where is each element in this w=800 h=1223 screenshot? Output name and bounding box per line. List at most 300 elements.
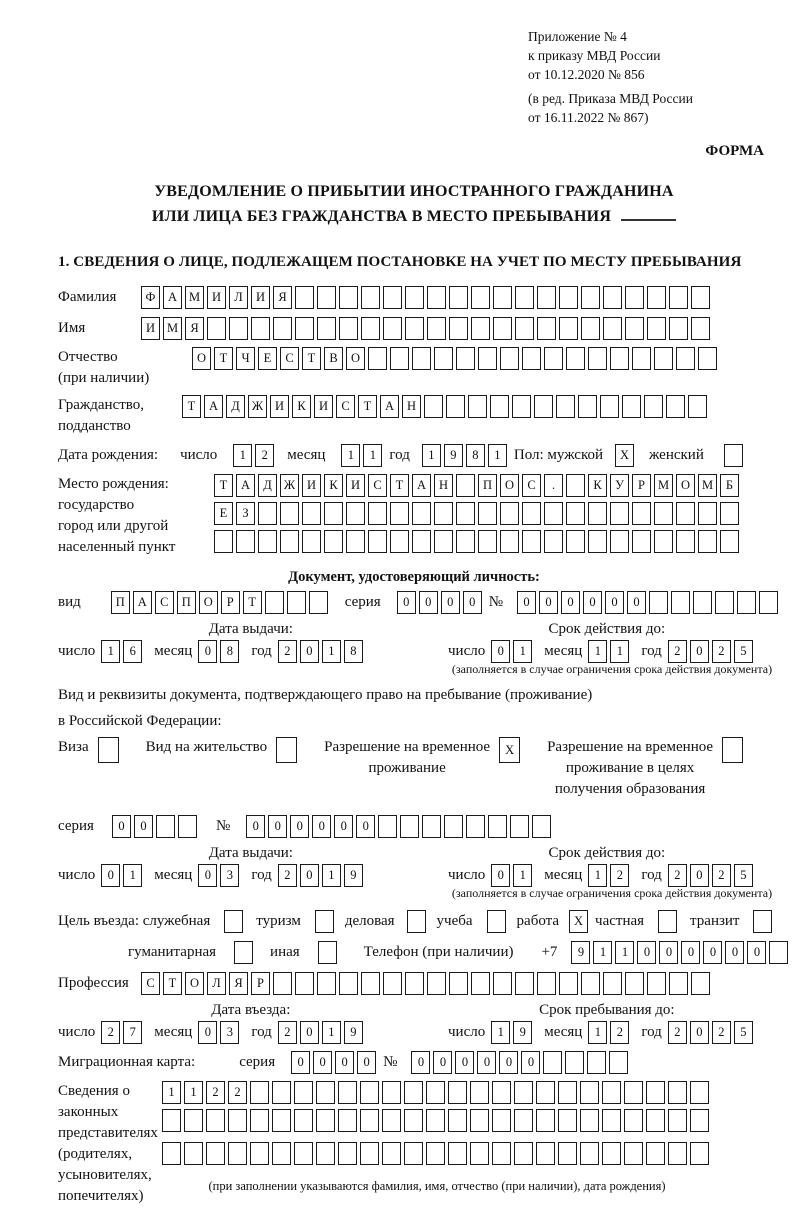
char-cell[interactable]: 1 bbox=[615, 941, 634, 964]
char-cell[interactable]: 0 bbox=[725, 941, 744, 964]
char-cell[interactable] bbox=[448, 1109, 467, 1132]
char-cell[interactable]: 1 bbox=[422, 444, 441, 467]
char-cell[interactable]: С bbox=[336, 395, 355, 418]
char-cell[interactable]: 1 bbox=[322, 640, 341, 663]
char-cell[interactable] bbox=[737, 591, 756, 614]
char-cell[interactable] bbox=[581, 317, 600, 340]
char-cell[interactable]: М bbox=[654, 474, 673, 497]
char-cell[interactable] bbox=[422, 815, 441, 838]
char-cell[interactable]: И bbox=[141, 317, 160, 340]
char-cell[interactable] bbox=[400, 815, 419, 838]
char-cell[interactable] bbox=[522, 502, 541, 525]
char-cell[interactable] bbox=[602, 1142, 621, 1165]
char-cell[interactable] bbox=[295, 972, 314, 995]
char-cell[interactable] bbox=[206, 1142, 225, 1165]
char-cell[interactable]: 0 bbox=[300, 1021, 319, 1044]
char-cell[interactable] bbox=[404, 1081, 423, 1104]
char-cell[interactable]: 0 bbox=[690, 864, 709, 887]
char-cell[interactable] bbox=[368, 347, 387, 370]
char-cell[interactable]: Я bbox=[273, 286, 292, 309]
char-cell[interactable] bbox=[691, 286, 710, 309]
char-cell[interactable] bbox=[346, 530, 365, 553]
char-cell[interactable] bbox=[229, 317, 248, 340]
char-cell[interactable] bbox=[690, 1142, 709, 1165]
char-cell[interactable] bbox=[644, 395, 663, 418]
char-cell[interactable] bbox=[558, 1109, 577, 1132]
char-cell[interactable] bbox=[317, 317, 336, 340]
char-cell[interactable] bbox=[632, 502, 651, 525]
char-cell[interactable]: А bbox=[412, 474, 431, 497]
char-cell[interactable] bbox=[600, 395, 619, 418]
char-cell[interactable] bbox=[426, 1109, 445, 1132]
char-cell[interactable] bbox=[556, 395, 575, 418]
char-cell[interactable] bbox=[602, 1109, 621, 1132]
char-cell[interactable] bbox=[316, 1081, 335, 1104]
char-cell[interactable] bbox=[566, 347, 585, 370]
char-cell[interactable]: 1 bbox=[593, 941, 612, 964]
char-cell[interactable] bbox=[412, 347, 431, 370]
char-cell[interactable]: 1 bbox=[610, 640, 629, 663]
char-cell[interactable] bbox=[646, 1081, 665, 1104]
char-cell[interactable] bbox=[317, 286, 336, 309]
char-cell[interactable]: 8 bbox=[344, 640, 363, 663]
char-cell[interactable] bbox=[318, 941, 337, 964]
char-cell[interactable]: 2 bbox=[610, 864, 629, 887]
char-cell[interactable]: Т bbox=[358, 395, 377, 418]
char-cell[interactable] bbox=[361, 317, 380, 340]
char-cell[interactable]: Т bbox=[390, 474, 409, 497]
char-cell[interactable] bbox=[581, 972, 600, 995]
char-cell[interactable] bbox=[294, 1109, 313, 1132]
char-cell[interactable]: И bbox=[314, 395, 333, 418]
char-cell[interactable] bbox=[250, 1109, 269, 1132]
char-cell[interactable] bbox=[676, 530, 695, 553]
char-cell[interactable] bbox=[515, 317, 534, 340]
char-cell[interactable] bbox=[280, 502, 299, 525]
char-cell[interactable] bbox=[647, 972, 666, 995]
char-cell[interactable] bbox=[228, 1109, 247, 1132]
char-cell[interactable] bbox=[448, 1142, 467, 1165]
char-cell[interactable] bbox=[250, 1142, 269, 1165]
char-cell[interactable] bbox=[609, 1051, 628, 1074]
char-cell[interactable]: 9 bbox=[344, 1021, 363, 1044]
char-cell[interactable]: 0 bbox=[397, 591, 416, 614]
char-cell[interactable] bbox=[537, 286, 556, 309]
char-cell[interactable]: Р bbox=[251, 972, 270, 995]
char-cell[interactable]: С bbox=[280, 347, 299, 370]
char-cell[interactable] bbox=[471, 317, 490, 340]
char-cell[interactable]: 5 bbox=[734, 1021, 753, 1044]
char-cell[interactable]: 0 bbox=[357, 1051, 376, 1074]
char-cell[interactable] bbox=[338, 1142, 357, 1165]
char-cell[interactable]: 0 bbox=[411, 1051, 430, 1074]
char-cell[interactable]: 0 bbox=[313, 1051, 332, 1074]
char-cell[interactable]: 2 bbox=[206, 1081, 225, 1104]
char-cell[interactable] bbox=[368, 502, 387, 525]
char-cell[interactable] bbox=[668, 1109, 687, 1132]
char-cell[interactable] bbox=[698, 502, 717, 525]
char-cell[interactable]: 2 bbox=[610, 1021, 629, 1044]
char-cell[interactable] bbox=[162, 1142, 181, 1165]
char-cell[interactable]: О bbox=[192, 347, 211, 370]
char-cell[interactable] bbox=[587, 1051, 606, 1074]
char-cell[interactable]: О bbox=[500, 474, 519, 497]
char-cell[interactable] bbox=[295, 317, 314, 340]
char-cell[interactable] bbox=[715, 591, 734, 614]
char-cell[interactable] bbox=[588, 530, 607, 553]
char-cell[interactable] bbox=[251, 317, 270, 340]
char-cell[interactable] bbox=[317, 972, 336, 995]
char-cell[interactable]: Ж bbox=[248, 395, 267, 418]
char-cell[interactable]: 0 bbox=[290, 815, 309, 838]
char-cell[interactable] bbox=[580, 1081, 599, 1104]
char-cell[interactable] bbox=[444, 815, 463, 838]
char-cell[interactable]: 1 bbox=[184, 1081, 203, 1104]
char-cell[interactable] bbox=[449, 317, 468, 340]
char-cell[interactable]: 1 bbox=[341, 444, 360, 467]
char-cell[interactable]: С bbox=[141, 972, 160, 995]
char-cell[interactable] bbox=[666, 395, 685, 418]
char-cell[interactable] bbox=[691, 972, 710, 995]
char-cell[interactable] bbox=[581, 286, 600, 309]
char-cell[interactable] bbox=[339, 286, 358, 309]
char-cell[interactable]: 0 bbox=[491, 640, 510, 663]
char-cell[interactable]: Л bbox=[229, 286, 248, 309]
char-cell[interactable]: 1 bbox=[162, 1081, 181, 1104]
char-cell[interactable] bbox=[490, 395, 509, 418]
char-cell[interactable] bbox=[390, 502, 409, 525]
char-cell[interactable]: 0 bbox=[605, 591, 624, 614]
char-cell[interactable] bbox=[258, 530, 277, 553]
char-cell[interactable]: 2 bbox=[278, 640, 297, 663]
char-cell[interactable] bbox=[361, 286, 380, 309]
char-cell[interactable]: А bbox=[204, 395, 223, 418]
char-cell[interactable]: Ф bbox=[141, 286, 160, 309]
char-cell[interactable] bbox=[383, 972, 402, 995]
char-cell[interactable]: 1 bbox=[233, 444, 252, 467]
char-cell[interactable]: 0 bbox=[198, 1021, 217, 1044]
char-cell[interactable] bbox=[456, 502, 475, 525]
char-cell[interactable]: И bbox=[270, 395, 289, 418]
char-cell[interactable]: 0 bbox=[637, 941, 656, 964]
char-cell[interactable] bbox=[258, 502, 277, 525]
char-cell[interactable] bbox=[632, 347, 651, 370]
char-cell[interactable] bbox=[624, 1081, 643, 1104]
char-cell[interactable] bbox=[610, 502, 629, 525]
char-cell[interactable] bbox=[338, 1081, 357, 1104]
char-cell[interactable]: Р bbox=[221, 591, 240, 614]
char-cell[interactable]: 6 bbox=[123, 640, 142, 663]
char-cell[interactable]: П bbox=[177, 591, 196, 614]
char-cell[interactable]: 1 bbox=[322, 864, 341, 887]
char-cell[interactable] bbox=[449, 972, 468, 995]
char-cell[interactable] bbox=[273, 972, 292, 995]
char-cell[interactable]: Б bbox=[720, 474, 739, 497]
char-cell[interactable]: К bbox=[292, 395, 311, 418]
char-cell[interactable]: 0 bbox=[747, 941, 766, 964]
char-cell[interactable] bbox=[493, 972, 512, 995]
char-cell[interactable] bbox=[492, 1109, 511, 1132]
char-cell[interactable] bbox=[603, 286, 622, 309]
char-cell[interactable]: П bbox=[111, 591, 130, 614]
char-cell[interactable] bbox=[515, 972, 534, 995]
char-cell[interactable] bbox=[625, 286, 644, 309]
char-cell[interactable] bbox=[654, 502, 673, 525]
char-cell[interactable]: 1 bbox=[363, 444, 382, 467]
char-cell[interactable] bbox=[544, 347, 563, 370]
char-cell[interactable] bbox=[295, 286, 314, 309]
char-cell[interactable] bbox=[390, 347, 409, 370]
char-cell[interactable]: Т bbox=[182, 395, 201, 418]
char-cell[interactable] bbox=[178, 815, 197, 838]
char-cell[interactable]: А bbox=[133, 591, 152, 614]
char-cell[interactable] bbox=[302, 530, 321, 553]
char-cell[interactable] bbox=[500, 347, 519, 370]
char-cell[interactable]: 5 bbox=[734, 640, 753, 663]
char-cell[interactable]: 0 bbox=[101, 864, 120, 887]
char-cell[interactable]: 1 bbox=[588, 640, 607, 663]
char-cell[interactable] bbox=[537, 317, 556, 340]
char-cell[interactable]: 1 bbox=[513, 640, 532, 663]
char-cell[interactable] bbox=[404, 1142, 423, 1165]
char-cell[interactable] bbox=[468, 395, 487, 418]
char-cell[interactable] bbox=[309, 591, 328, 614]
char-cell[interactable] bbox=[603, 972, 622, 995]
char-cell[interactable]: В bbox=[324, 347, 343, 370]
char-cell[interactable]: Ч bbox=[236, 347, 255, 370]
char-cell[interactable] bbox=[456, 474, 475, 497]
char-cell[interactable] bbox=[302, 502, 321, 525]
char-cell[interactable]: 2 bbox=[712, 1021, 731, 1044]
char-cell[interactable]: 0 bbox=[312, 815, 331, 838]
char-cell[interactable] bbox=[654, 530, 673, 553]
char-cell[interactable]: 1 bbox=[488, 444, 507, 467]
char-cell[interactable] bbox=[434, 530, 453, 553]
char-cell[interactable] bbox=[390, 530, 409, 553]
char-cell[interactable]: Т bbox=[243, 591, 262, 614]
char-cell[interactable] bbox=[368, 530, 387, 553]
char-cell[interactable]: 3 bbox=[220, 1021, 239, 1044]
char-cell[interactable] bbox=[448, 1081, 467, 1104]
char-cell[interactable] bbox=[470, 1109, 489, 1132]
char-cell[interactable] bbox=[446, 395, 465, 418]
char-cell[interactable] bbox=[510, 815, 529, 838]
char-cell[interactable]: А bbox=[163, 286, 182, 309]
char-cell[interactable]: 0 bbox=[561, 591, 580, 614]
char-cell[interactable]: Р bbox=[632, 474, 651, 497]
char-cell[interactable] bbox=[316, 1142, 335, 1165]
char-cell[interactable]: Я bbox=[185, 317, 204, 340]
char-cell[interactable] bbox=[492, 1081, 511, 1104]
char-cell[interactable]: М bbox=[698, 474, 717, 497]
char-cell[interactable] bbox=[603, 317, 622, 340]
char-cell[interactable]: 0 bbox=[627, 591, 646, 614]
char-cell[interactable]: И bbox=[207, 286, 226, 309]
char-cell[interactable] bbox=[654, 347, 673, 370]
char-cell[interactable]: Н bbox=[434, 474, 453, 497]
char-cell[interactable] bbox=[360, 1142, 379, 1165]
char-cell[interactable]: О bbox=[346, 347, 365, 370]
char-cell[interactable]: 0 bbox=[268, 815, 287, 838]
char-cell[interactable]: 0 bbox=[335, 1051, 354, 1074]
char-cell[interactable] bbox=[487, 910, 506, 933]
char-cell[interactable] bbox=[698, 530, 717, 553]
char-cell[interactable]: 0 bbox=[499, 1051, 518, 1074]
char-cell[interactable] bbox=[534, 395, 553, 418]
char-cell[interactable] bbox=[536, 1081, 555, 1104]
char-cell[interactable] bbox=[668, 1081, 687, 1104]
char-cell[interactable]: С bbox=[155, 591, 174, 614]
char-cell[interactable]: С bbox=[368, 474, 387, 497]
char-cell[interactable] bbox=[514, 1081, 533, 1104]
char-cell[interactable] bbox=[688, 395, 707, 418]
char-cell[interactable]: И bbox=[251, 286, 270, 309]
char-cell[interactable]: 0 bbox=[659, 941, 678, 964]
char-cell[interactable] bbox=[407, 910, 426, 933]
char-cell[interactable] bbox=[610, 347, 629, 370]
char-cell[interactable] bbox=[456, 530, 475, 553]
char-cell[interactable] bbox=[690, 1109, 709, 1132]
char-cell[interactable] bbox=[470, 1142, 489, 1165]
char-cell[interactable]: 0 bbox=[690, 640, 709, 663]
char-cell[interactable]: 2 bbox=[668, 864, 687, 887]
char-cell[interactable] bbox=[272, 1142, 291, 1165]
char-cell[interactable] bbox=[724, 444, 743, 467]
char-cell[interactable] bbox=[532, 815, 551, 838]
char-cell[interactable] bbox=[214, 530, 233, 553]
char-cell[interactable]: 0 bbox=[441, 591, 460, 614]
char-cell[interactable] bbox=[493, 286, 512, 309]
char-cell[interactable] bbox=[690, 1081, 709, 1104]
char-cell[interactable] bbox=[492, 1142, 511, 1165]
char-cell[interactable] bbox=[602, 1081, 621, 1104]
char-cell[interactable] bbox=[427, 972, 446, 995]
char-cell[interactable]: 0 bbox=[539, 591, 558, 614]
char-cell[interactable]: 9 bbox=[571, 941, 590, 964]
residence-doc-type-temporary-residence-education-checkbox[interactable] bbox=[722, 737, 743, 763]
char-cell[interactable] bbox=[272, 1081, 291, 1104]
char-cell[interactable] bbox=[488, 815, 507, 838]
char-cell[interactable] bbox=[324, 530, 343, 553]
char-cell[interactable]: Л bbox=[207, 972, 226, 995]
char-cell[interactable]: 0 bbox=[300, 640, 319, 663]
char-cell[interactable]: 2 bbox=[278, 1021, 297, 1044]
char-cell[interactable] bbox=[426, 1081, 445, 1104]
char-cell[interactable] bbox=[543, 1051, 562, 1074]
char-cell[interactable] bbox=[649, 591, 668, 614]
char-cell[interactable] bbox=[478, 530, 497, 553]
char-cell[interactable] bbox=[759, 591, 778, 614]
char-cell[interactable] bbox=[162, 1109, 181, 1132]
char-cell[interactable]: Т bbox=[214, 347, 233, 370]
char-cell[interactable] bbox=[478, 347, 497, 370]
char-cell[interactable]: 0 bbox=[690, 1021, 709, 1044]
char-cell[interactable] bbox=[624, 1142, 643, 1165]
char-cell[interactable] bbox=[424, 395, 443, 418]
char-cell[interactable] bbox=[588, 502, 607, 525]
char-cell[interactable]: И bbox=[302, 474, 321, 497]
char-cell[interactable] bbox=[184, 1109, 203, 1132]
char-cell[interactable] bbox=[493, 317, 512, 340]
char-cell[interactable]: 1 bbox=[588, 864, 607, 887]
char-cell[interactable]: 7 bbox=[123, 1021, 142, 1044]
char-cell[interactable]: Д bbox=[258, 474, 277, 497]
char-cell[interactable] bbox=[184, 1142, 203, 1165]
char-cell[interactable] bbox=[405, 317, 424, 340]
char-cell[interactable] bbox=[228, 1142, 247, 1165]
char-cell[interactable]: 0 bbox=[198, 864, 217, 887]
char-cell[interactable] bbox=[250, 1081, 269, 1104]
char-cell[interactable]: 1 bbox=[491, 1021, 510, 1044]
char-cell[interactable]: 0 bbox=[433, 1051, 452, 1074]
char-cell[interactable]: 0 bbox=[703, 941, 722, 964]
char-cell[interactable]: 0 bbox=[419, 591, 438, 614]
char-cell[interactable] bbox=[272, 1109, 291, 1132]
char-cell[interactable] bbox=[339, 317, 358, 340]
char-cell[interactable] bbox=[434, 347, 453, 370]
char-cell[interactable]: 2 bbox=[712, 864, 731, 887]
char-cell[interactable] bbox=[668, 1142, 687, 1165]
char-cell[interactable] bbox=[565, 1051, 584, 1074]
char-cell[interactable]: М bbox=[185, 286, 204, 309]
char-cell[interactable] bbox=[669, 286, 688, 309]
char-cell[interactable] bbox=[470, 1081, 489, 1104]
char-cell[interactable]: 1 bbox=[513, 864, 532, 887]
char-cell[interactable] bbox=[471, 972, 490, 995]
char-cell[interactable]: 5 bbox=[734, 864, 753, 887]
char-cell[interactable]: 2 bbox=[278, 864, 297, 887]
char-cell[interactable] bbox=[514, 1142, 533, 1165]
char-cell[interactable] bbox=[471, 286, 490, 309]
char-cell[interactable]: Ж bbox=[280, 474, 299, 497]
char-cell[interactable] bbox=[360, 1109, 379, 1132]
char-cell[interactable]: З bbox=[236, 502, 255, 525]
char-cell[interactable] bbox=[566, 502, 585, 525]
char-cell[interactable]: 0 bbox=[291, 1051, 310, 1074]
char-cell[interactable] bbox=[559, 317, 578, 340]
char-cell[interactable] bbox=[625, 972, 644, 995]
char-cell[interactable] bbox=[693, 591, 712, 614]
char-cell[interactable] bbox=[338, 1109, 357, 1132]
char-cell[interactable]: О bbox=[185, 972, 204, 995]
char-cell[interactable] bbox=[558, 1081, 577, 1104]
char-cell[interactable] bbox=[536, 1109, 555, 1132]
char-cell[interactable]: 8 bbox=[220, 640, 239, 663]
char-cell[interactable] bbox=[646, 1109, 665, 1132]
char-cell[interactable] bbox=[647, 286, 666, 309]
char-cell[interactable] bbox=[536, 1142, 555, 1165]
char-cell[interactable] bbox=[646, 1142, 665, 1165]
residence-doc-type-visa-checkbox[interactable] bbox=[98, 737, 119, 763]
char-cell[interactable] bbox=[544, 502, 563, 525]
char-cell[interactable]: 0 bbox=[517, 591, 536, 614]
char-cell[interactable] bbox=[382, 1081, 401, 1104]
char-cell[interactable]: 0 bbox=[463, 591, 482, 614]
char-cell[interactable] bbox=[622, 395, 641, 418]
char-cell[interactable] bbox=[632, 530, 651, 553]
char-cell[interactable] bbox=[280, 530, 299, 553]
char-cell[interactable] bbox=[566, 474, 585, 497]
char-cell[interactable]: 8 bbox=[466, 444, 485, 467]
char-cell[interactable]: 2 bbox=[712, 640, 731, 663]
char-cell[interactable] bbox=[669, 972, 688, 995]
char-cell[interactable] bbox=[478, 502, 497, 525]
char-cell[interactable] bbox=[456, 347, 475, 370]
char-cell[interactable] bbox=[691, 317, 710, 340]
char-cell[interactable] bbox=[294, 1081, 313, 1104]
char-cell[interactable] bbox=[559, 286, 578, 309]
char-cell[interactable] bbox=[434, 502, 453, 525]
